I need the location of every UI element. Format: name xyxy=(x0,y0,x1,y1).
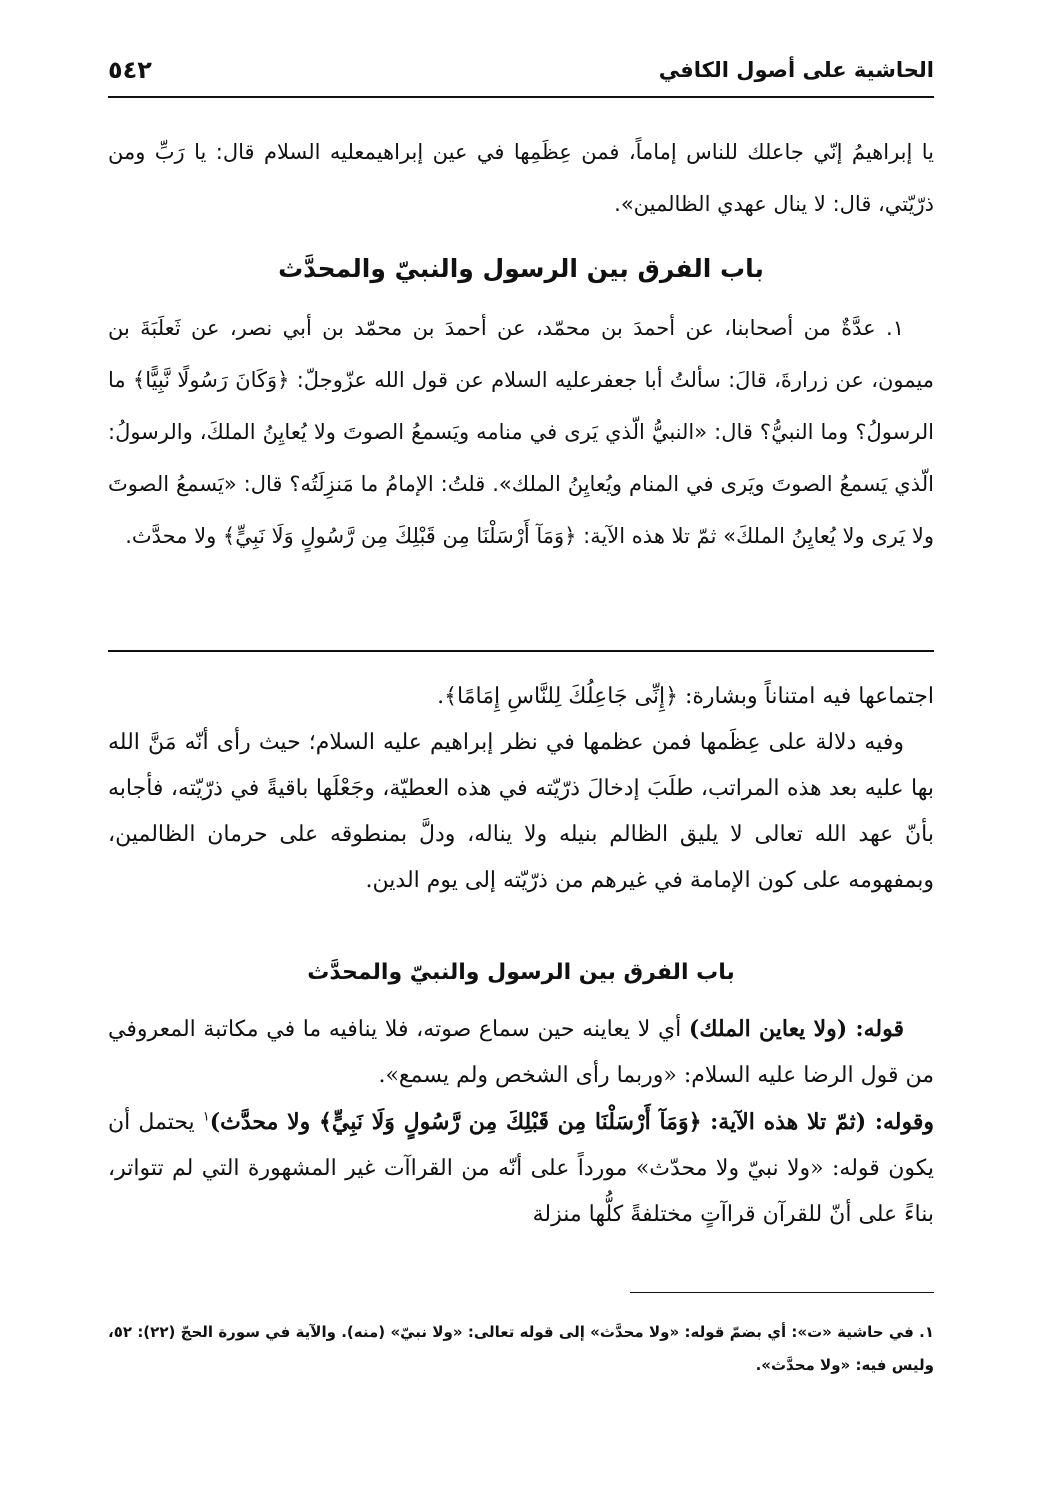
hadith-1 xyxy=(108,302,934,562)
header-rule xyxy=(108,96,934,98)
commentary-para-4-rest: يحتمل أن يكون قوله: «ولا نبيّ ولا محدّث» مورداً على أنّه من القراآت غير المشهورة التي لم تتواتر، بناءً على أنّ للقرآن قراآتٍ مختلفةً كلُّها منزلة xyxy=(108,1110,934,1227)
footnote-rule xyxy=(630,1292,934,1293)
commentary-para-4 xyxy=(108,1099,934,1238)
commentary-para-2: وفيه دلالة على عِظَمها فمن عظمها في نظر إبراهيم عليه السلام؛ حيث رأى أنّه مَنَّ الله بها عليه بعد هذه المراتب، طلَبَ إدخالَ ذرّيّته في هذه العطيّة، وجَعْلَها باقيةً في ذرّيّته، فأجابه بأنّ عهد الله تعالى لا يليق الظالم بنيله ولا يناله، ودلَّ بمنطوقه على حرمان الظالمين، وبمفهومه على كون الإمامة في غيرهم من ذرّيّته إلى يوم الدين. xyxy=(108,730,935,893)
commentary-para-3 xyxy=(108,1006,934,1099)
commentary-para-3-rest: أي لا يعاينه حين سماع صوته، فلا ينافيه ما في مكاتبة المعروفي من قول الرضا عليه السلام: «وربما رأى الشخص ولم يسمع». xyxy=(108,1017,934,1088)
page-number: ٥٤٢ xyxy=(108,56,152,84)
commentary-para-4-lead: وقوله: (ثمّ تلا هذه الآية: ﴿وَمَآ أَرْسَلْنَا مِن قَبْلِكَ مِن رَّسُولٍ وَلَا نَبِيٍّ﴾ ولا محدَّث) xyxy=(209,1109,934,1135)
running-title: الحاشية على أصول الكافي xyxy=(658,58,934,82)
section-divider xyxy=(108,650,934,652)
commentary-para-3-lead: قوله: (ولا يعاين الملك) xyxy=(688,1016,904,1042)
hadith-1-text: ١. عدَّةٌ من أصحابنا، عن أحمدَ بن محمّد، عن أحمدَ بن محمّد بن أبي نصر، عن ثَعلَبَةَ بن ميمون، عن زرارةَ، قالَ: سألتُ أبا جعفرعليه السلام عن قول الله عزّوجلّ: ﴿وَكَانَ رَسُولًا نَّبِيًّا﴾ ما الرسولُ؟ وما النبيُّ؟ قال: «النبيُّ الّذي يَرى في منامه ويَسمعُ الصوتَ ولا يُعايِنُ الملكَ، والرسولُ: الّذي يَسمعُ الصوتَ ويَرى في المنام ويُعايِنُ الملك». قلتُ: الإمامُ ما مَنزِلَتُه؟ قال: «يَسمعُ الصوتَ ولا يَرى ولا يُعايِنُ الملكَ» ثمّ تلا هذه الآية: ﴿وَمَآ أَرْسَلْنَا مِن قَبْلِكَ مِن رَّسُولٍ وَلَا نَبِيٍّ﴾ ولا محدَّث. xyxy=(108,316,934,548)
commentary-para-1: اجتماعها فيه امتناناً وبشارة: ﴿إِنِّى جَاعِلُكَ لِلنَّاسِ إِمَامًا﴾. xyxy=(437,684,934,709)
page-header xyxy=(108,50,934,90)
footnote-text: ١. في حاشية «ت»: أي بضمّ قوله: «ولا محدَّث» إلى قوله تعالى: «ولا نبيّ» (منه). والآية في سورة الحجّ (٢٢): ٥٢، وليس فيه: «ولا محدَّث». xyxy=(108,1323,934,1374)
commentary-heading: باب الفرق بين الرسول والنبيّ والمحدَّث xyxy=(307,960,735,985)
footnote xyxy=(108,1316,934,1382)
commentary-bottom xyxy=(108,1006,934,1238)
chapter-heading: باب الفرق بين الرسول والنبيّ والمحدَّث xyxy=(278,254,764,283)
footnote-marker: ١ xyxy=(202,1109,210,1125)
hadith-top-text: يا إبراهيمُ إنّي جاعلك للناس إماماً، فمن عِظَمِها في عين إبراهيمعليه السلام قال: يا رَبِّ ومن ذرّيّتي، قال: لا ينال عهدي الظالمين». xyxy=(108,140,934,216)
commentary-top xyxy=(108,674,934,904)
hadith-top xyxy=(108,126,934,230)
